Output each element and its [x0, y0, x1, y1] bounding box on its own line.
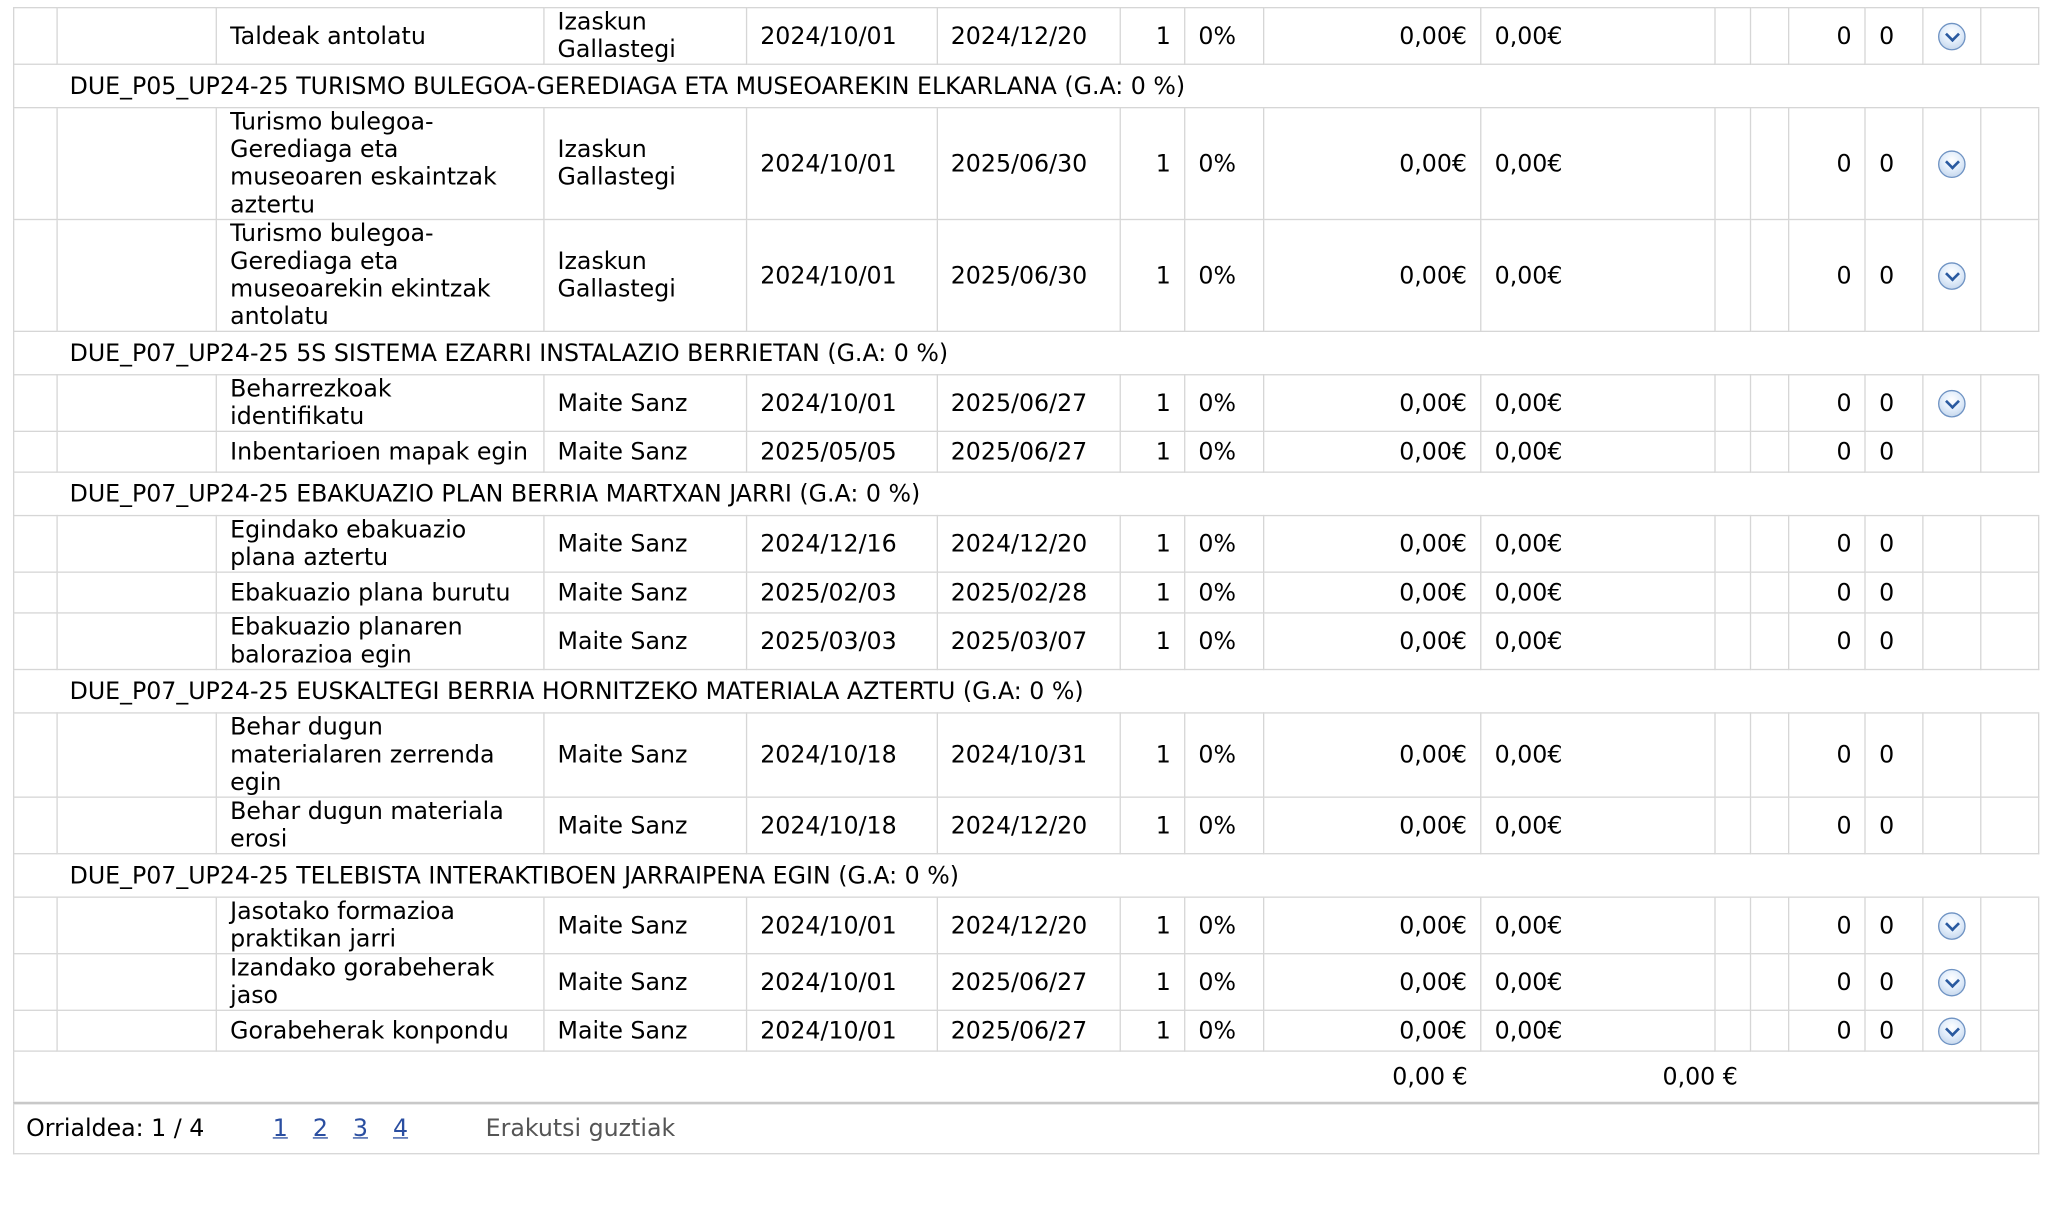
end-date: 2024/12/20 [937, 516, 1121, 573]
table-row [14, 220, 2039, 332]
planned-cost: 0,00€ [1264, 375, 1481, 432]
empty-cell [57, 897, 216, 954]
table-row [14, 572, 2039, 613]
task-owner: Izaskun Gallastegi [544, 220, 747, 332]
table-row [14, 954, 2039, 1011]
start-date: 2024/10/01 [746, 220, 937, 332]
indent-cell [14, 1010, 57, 1051]
expand-down-icon[interactable] [1938, 262, 1966, 290]
empty-cell [1981, 897, 2038, 954]
actual-cost: 0,00€ [1481, 613, 1715, 670]
task-count: 1 [1121, 1010, 1185, 1051]
empty-cell [57, 108, 216, 220]
value-1: 0 [1789, 108, 1865, 220]
task-owner: Maite Sanz [544, 375, 747, 432]
actual-cost: 0,00€ [1481, 516, 1715, 573]
end-date: 2025/03/07 [937, 613, 1121, 670]
task-name: Turismo bulegoa- Gerediaga eta museoaren eskaintzak aztertu [216, 108, 543, 220]
planned-cost: 0,00€ [1264, 897, 1481, 954]
page-indicator: Orrialdea: 1 / 4 [26, 1114, 205, 1143]
start-date: 2024/10/01 [746, 375, 937, 432]
table-row [14, 797, 2039, 854]
start-date: 2024/12/16 [746, 516, 937, 573]
group-title: DUE_P05_UP24-25 TURISMO BULEGOA-GEREDIAGA ETA MUSEOAREKIN ELKARLANA (G.A: 0 %) [14, 64, 2039, 107]
planned-cost: 0,00€ [1264, 8, 1481, 65]
task-progress: 0% [1185, 797, 1265, 854]
task-name: Izandako gorabeherak jaso [216, 954, 543, 1011]
tasks-table [13, 7, 2039, 1102]
task-count: 1 [1121, 713, 1185, 797]
empty-cell [1981, 797, 2038, 854]
actual-cost: 0,00€ [1481, 897, 1715, 954]
empty-cell [1751, 108, 1789, 220]
empty-cell [1751, 8, 1789, 65]
expand-down-icon[interactable] [1938, 1017, 1966, 1045]
expand-cell [1922, 220, 1981, 332]
empty-cell [1715, 572, 1751, 613]
expand-cell [1922, 613, 1981, 670]
task-name: Turismo bulegoa-Gerediaga eta museoarekin ekintzak antolatu [216, 220, 543, 332]
indent-cell [14, 375, 57, 432]
empty-cell [1981, 8, 2038, 65]
table-row [14, 897, 2039, 954]
actual-cost: 0,00€ [1481, 572, 1715, 613]
empty-cell [1715, 8, 1751, 65]
empty-cell [1981, 516, 2038, 573]
empty-cell [1981, 1010, 2038, 1051]
empty-cell [57, 613, 216, 670]
empty-cell [1981, 431, 2038, 472]
value-2: 0 [1865, 713, 1922, 797]
start-date: 2024/10/01 [746, 897, 937, 954]
value-2: 0 [1865, 108, 1922, 220]
value-1: 0 [1789, 613, 1865, 670]
value-1: 0 [1789, 516, 1865, 573]
indent-cell [14, 713, 57, 797]
actual-cost: 0,00€ [1481, 8, 1715, 65]
empty-cell [1981, 954, 2038, 1011]
task-owner: Maite Sanz [544, 516, 747, 573]
indent-cell [14, 897, 57, 954]
task-name: Behar dugun materialaren zerrenda egin [216, 713, 543, 797]
empty-cell [57, 431, 216, 472]
task-progress: 0% [1185, 572, 1265, 613]
empty-cell [57, 375, 216, 432]
end-date: 2025/06/27 [937, 1010, 1121, 1051]
empty-cell [57, 954, 216, 1011]
indent-cell [14, 797, 57, 854]
expand-cell [1922, 516, 1981, 573]
value-1: 0 [1789, 431, 1865, 472]
value-2: 0 [1865, 220, 1922, 332]
page-link-1[interactable]: 1 [272, 1114, 288, 1143]
group-header-row [14, 472, 2039, 515]
task-owner: Maite Sanz [544, 713, 747, 797]
value-2: 0 [1865, 797, 1922, 854]
group-header-row [14, 64, 2039, 107]
empty-cell [57, 8, 216, 65]
planned-cost: 0,00€ [1264, 431, 1481, 472]
end-date: 2025/06/27 [937, 375, 1121, 432]
empty-cell [1981, 572, 2038, 613]
page-link-3[interactable]: 3 [352, 1114, 368, 1143]
table-row [14, 516, 2039, 573]
value-1: 0 [1789, 375, 1865, 432]
value-1: 0 [1789, 713, 1865, 797]
task-name: Inbentarioen mapak egin [216, 431, 543, 472]
empty-cell [1751, 954, 1789, 1011]
table-row [14, 431, 2039, 472]
value-2: 0 [1865, 375, 1922, 432]
planned-cost: 0,00€ [1264, 713, 1481, 797]
end-date: 2025/06/27 [937, 954, 1121, 1011]
total-cost-2: 0,00 € [1662, 1062, 1738, 1091]
task-count: 1 [1121, 8, 1185, 65]
empty-cell [1715, 797, 1751, 854]
totals-row [14, 1051, 2039, 1102]
page-link-2[interactable]: 2 [312, 1114, 328, 1143]
empty-cell [1751, 1010, 1789, 1051]
value-2: 0 [1865, 897, 1922, 954]
empty-cell [1751, 220, 1789, 332]
empty-cell [1715, 613, 1751, 670]
total-cost-1: 0,00 € [1392, 1062, 1468, 1091]
empty-cell [1715, 516, 1751, 573]
empty-cell [1715, 954, 1751, 1011]
end-date: 2024/12/20 [937, 797, 1121, 854]
show-all-link[interactable]: Erakutsi guztiak [485, 1114, 676, 1143]
task-name: Beharrezkoak identifikatu [216, 375, 543, 432]
task-progress: 0% [1185, 8, 1265, 65]
end-date: 2025/06/30 [937, 108, 1121, 220]
end-date: 2024/12/20 [937, 8, 1121, 65]
task-owner: Maite Sanz [544, 797, 747, 854]
task-count: 1 [1121, 572, 1185, 613]
value-2: 0 [1865, 613, 1922, 670]
expand-cell [1922, 954, 1981, 1011]
expand-cell [1922, 713, 1981, 797]
actual-cost: 0,00€ [1481, 797, 1715, 854]
expand-cell [1922, 431, 1981, 472]
empty-cell [57, 572, 216, 613]
table-row [14, 613, 2039, 670]
task-count: 1 [1121, 375, 1185, 432]
task-owner: Maite Sanz [544, 897, 747, 954]
end-date: 2025/06/30 [937, 220, 1121, 332]
task-progress: 0% [1185, 375, 1265, 432]
empty-cell [57, 713, 216, 797]
group-header-row [14, 670, 2039, 713]
task-count: 1 [1121, 108, 1185, 220]
task-owner: Maite Sanz [544, 431, 747, 472]
empty-cell [1751, 797, 1789, 854]
end-date: 2025/02/28 [937, 572, 1121, 613]
task-count: 1 [1121, 516, 1185, 573]
task-name: Gorabeherak konpondu [216, 1010, 543, 1051]
empty-cell [57, 1010, 216, 1051]
group-header-row [14, 854, 2039, 897]
actual-cost: 0,00€ [1481, 220, 1715, 332]
task-progress: 0% [1185, 897, 1265, 954]
end-date: 2024/10/31 [937, 713, 1121, 797]
value-1: 0 [1789, 897, 1865, 954]
value-2: 0 [1865, 431, 1922, 472]
expand-cell [1922, 8, 1981, 65]
task-owner: Maite Sanz [544, 954, 747, 1011]
empty-cell [57, 516, 216, 573]
task-owner: Izaskun Gallastegi [544, 8, 747, 65]
indent-cell [14, 516, 57, 573]
value-1: 0 [1789, 954, 1865, 1011]
indent-cell [14, 8, 57, 65]
start-date: 2024/10/01 [746, 8, 937, 65]
task-name: Ebakuazio plana burutu [216, 572, 543, 613]
value-1: 0 [1789, 8, 1865, 65]
start-date: 2025/03/03 [746, 613, 937, 670]
task-count: 1 [1121, 954, 1185, 1011]
expand-cell [1922, 375, 1981, 432]
expand-down-icon[interactable] [1938, 22, 1966, 50]
table-row [14, 8, 2039, 65]
empty-cell [1715, 220, 1751, 332]
planned-cost: 0,00€ [1264, 1010, 1481, 1051]
task-progress: 0% [1185, 516, 1265, 573]
value-1: 0 [1789, 220, 1865, 332]
task-owner: Izaskun Gallastegi [544, 108, 747, 220]
empty-cell [1981, 375, 2038, 432]
table-row [14, 713, 2039, 797]
expand-down-icon[interactable] [1938, 390, 1966, 418]
indent-cell [14, 613, 57, 670]
table-row [14, 108, 2039, 220]
value-2: 0 [1865, 516, 1922, 573]
empty-cell [1715, 108, 1751, 220]
planned-cost: 0,00€ [1264, 572, 1481, 613]
value-1: 0 [1789, 797, 1865, 854]
actual-cost: 0,00€ [1481, 713, 1715, 797]
indent-cell [14, 572, 57, 613]
planned-cost: 0,00€ [1264, 797, 1481, 854]
empty-cell [1981, 613, 2038, 670]
start-date: 2024/10/01 [746, 1010, 937, 1051]
group-title: DUE_P07_UP24-25 EUSKALTEGI BERRIA HORNITZEKO MATERIALA AZTERTU (G.A: 0 %) [14, 670, 2039, 713]
empty-cell [1981, 220, 2038, 332]
expand-cell [1922, 108, 1981, 220]
value-2: 0 [1865, 8, 1922, 65]
start-date: 2025/05/05 [746, 431, 937, 472]
indent-cell [14, 431, 57, 472]
empty-cell [1715, 1010, 1751, 1051]
empty-cell [1751, 613, 1789, 670]
page-link-4[interactable]: 4 [392, 1114, 409, 1143]
group-title: DUE_P07_UP24-25 5S SISTEMA EZARRI INSTALAZIO BERRIETAN (G.A: 0 %) [14, 331, 2039, 374]
start-date: 2024/10/18 [746, 797, 937, 854]
task-count: 1 [1121, 613, 1185, 670]
start-date: 2024/10/01 [746, 954, 937, 1011]
table-row [14, 1010, 2039, 1051]
task-owner: Maite Sanz [544, 613, 747, 670]
pagination [13, 1102, 2039, 1155]
task-owner: Maite Sanz [544, 1010, 747, 1051]
task-progress: 0% [1185, 1010, 1265, 1051]
start-date: 2024/10/18 [746, 713, 937, 797]
empty-cell [57, 220, 216, 332]
task-progress: 0% [1185, 108, 1265, 220]
indent-cell [14, 954, 57, 1011]
task-name: Egindako ebakuazio plana aztertu [216, 516, 543, 573]
end-date: 2024/12/20 [937, 897, 1121, 954]
empty-cell [1981, 108, 2038, 220]
start-date: 2024/10/01 [746, 108, 937, 220]
task-count: 1 [1121, 220, 1185, 332]
value-1: 0 [1789, 572, 1865, 613]
actual-cost: 0,00€ [1481, 108, 1715, 220]
task-name: Ebakuazio planaren balorazioa egin [216, 613, 543, 670]
planned-cost: 0,00€ [1264, 516, 1481, 573]
task-progress: 0% [1185, 713, 1265, 797]
task-progress: 0% [1185, 431, 1265, 472]
empty-cell [1751, 897, 1789, 954]
group-title: DUE_P07_UP24-25 TELEBISTA INTERAKTIBOEN JARRAIPENA EGIN (G.A: 0 %) [14, 854, 2039, 897]
planned-cost: 0,00€ [1264, 954, 1481, 1011]
group-header-row [14, 331, 2039, 374]
expand-cell [1922, 572, 1981, 613]
end-date: 2025/06/27 [937, 431, 1121, 472]
value-2: 0 [1865, 572, 1922, 613]
actual-cost: 0,00€ [1481, 375, 1715, 432]
planned-cost: 0,00€ [1264, 220, 1481, 332]
actual-cost: 0,00€ [1481, 431, 1715, 472]
empty-cell [1715, 713, 1751, 797]
actual-cost: 0,00€ [1481, 954, 1715, 1011]
expand-cell [1922, 897, 1981, 954]
empty-cell [1751, 516, 1789, 573]
planned-cost: 0,00€ [1264, 108, 1481, 220]
empty-cell [1715, 375, 1751, 432]
value-1: 0 [1789, 1010, 1865, 1051]
task-name: Behar dugun materiala erosi [216, 797, 543, 854]
empty-cell [57, 797, 216, 854]
expand-down-icon[interactable] [1938, 969, 1966, 997]
empty-cell [1751, 431, 1789, 472]
planned-cost: 0,00€ [1264, 613, 1481, 670]
indent-cell [14, 108, 57, 220]
task-progress: 0% [1185, 613, 1265, 670]
expand-cell [1922, 1010, 1981, 1051]
empty-cell [1715, 431, 1751, 472]
task-name: Taldeak antolatu [216, 8, 543, 65]
table-row [14, 375, 2039, 432]
value-2: 0 [1865, 954, 1922, 1011]
task-count: 1 [1121, 431, 1185, 472]
expand-down-icon[interactable] [1938, 150, 1966, 178]
indent-cell [14, 220, 57, 332]
task-owner: Maite Sanz [544, 572, 747, 613]
expand-down-icon[interactable] [1938, 912, 1966, 940]
task-count: 1 [1121, 797, 1185, 854]
empty-cell [1751, 572, 1789, 613]
empty-cell [1715, 897, 1751, 954]
empty-cell [1751, 713, 1789, 797]
task-progress: 0% [1185, 220, 1265, 332]
empty-cell [1981, 713, 2038, 797]
group-title: DUE_P07_UP24-25 EBAKUAZIO PLAN BERRIA MARTXAN JARRI (G.A: 0 %) [14, 472, 2039, 515]
actual-cost: 0,00€ [1481, 1010, 1715, 1051]
empty-cell [1751, 375, 1789, 432]
expand-cell [1922, 797, 1981, 854]
start-date: 2025/02/03 [746, 572, 937, 613]
value-2: 0 [1865, 1010, 1922, 1051]
task-progress: 0% [1185, 954, 1265, 1011]
task-name: Jasotako formazioa praktikan jarri [216, 897, 543, 954]
task-count: 1 [1121, 897, 1185, 954]
